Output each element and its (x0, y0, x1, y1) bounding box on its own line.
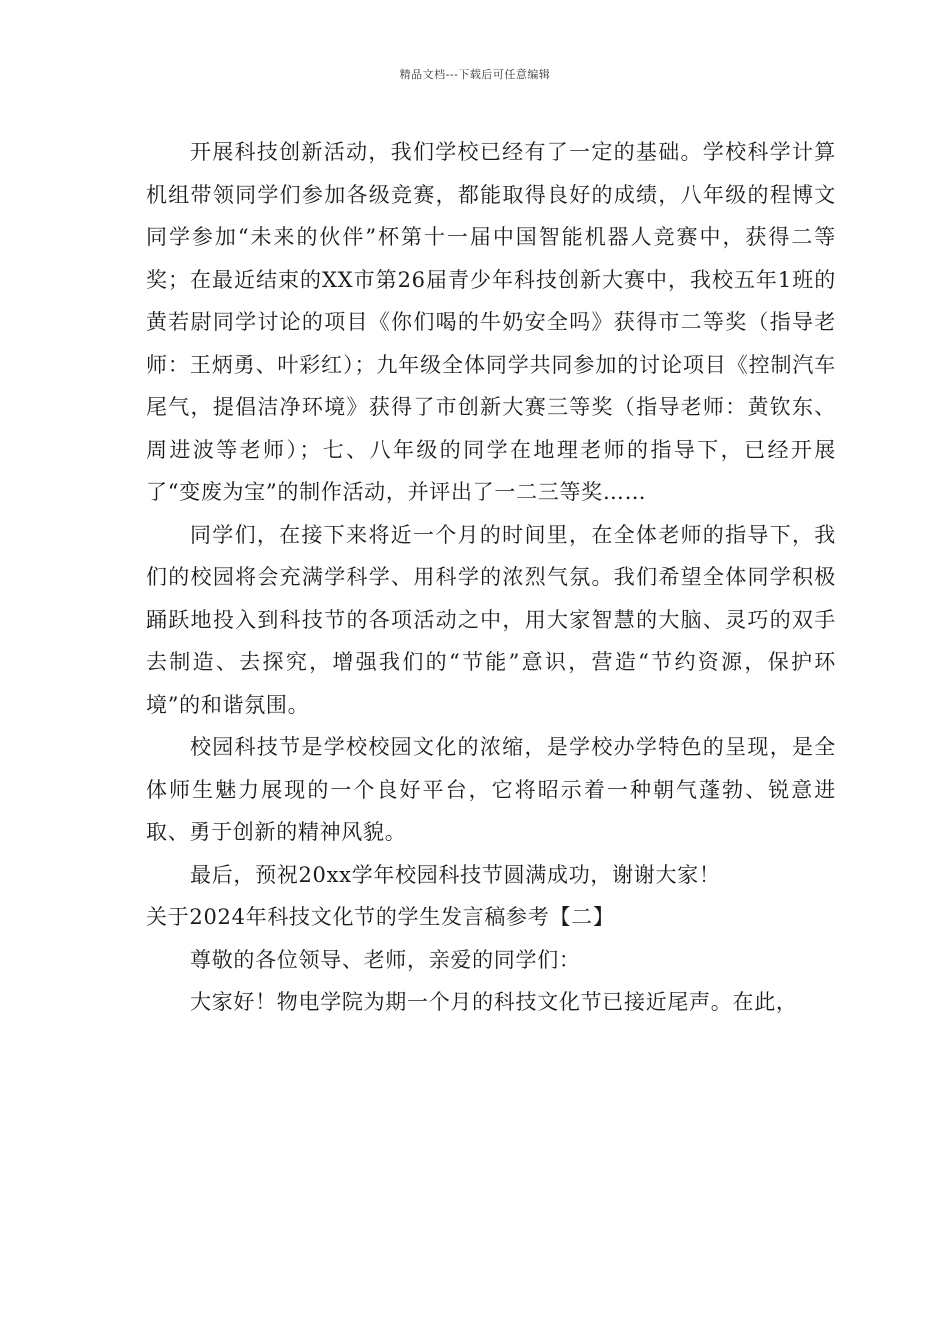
paragraph-call-to-action: 同学们，在接下来将近一个月的时间里，在全体老师的指导下，我们的校园将会充满学科学、用科学的浓烈气氛。我们希望全体同学积极踊跃地投入到科技节的各项活动之中，用大家智慧的大脑、灵巧的双手去制造、去探究，增强我们的“节能”意识，营造“节约资源，保护环境”的和谐氛围。 (146, 522, 836, 717)
paragraph-achievements: 开展科技创新活动，我们学校已经有了一定的基础。学校科学计算机组带领同学们参加各级竞赛，都能取得良好的成绩，八年级的程博文同学参加“未来的伙伴”杯第十一届中国智能机器人竞赛中，获得二等奖；在最近结束的XX市第26届青少年科技创新大赛中，我校五年1班的黄若尉同学讨论的项目《你们喝的牛奶安全吗》获得市二等奖（指导老师：王炳勇、叶彩红）；九年级全体同学共同参加的讨论项目《控制汽车尾气，提倡洁净环境》获得了市创新大赛三等奖（指导老师：黄钦东、周进波等老师）；七、八年级的同学在地理老师的指导下，已经开展了“变废为宝”的制作活动，并评出了一二三等奖…… (146, 140, 836, 504)
paragraph-festival-significance: 校园科技节是学校校园文化的浓缩，是学校办学特色的呈现，是全体师生魅力展现的一个良好平台，它将昭示着一种朝气蓬勃、锐意进取、勇于创新的精神风貌。 (146, 735, 836, 844)
section-heading: 关于2024年科技文化节的学生发言稿参考【二】 (146, 905, 615, 929)
paragraph-closing-wishes: 最后，预祝20xx学年校园科技节圆满成功，谢谢大家！ (190, 862, 721, 887)
header-note: 精品文档---下载后可任意编辑 (399, 68, 551, 81)
paragraph-salutation: 尊敬的各位领导、老师，亲爱的同学们： (190, 947, 581, 972)
paragraph-greeting: 大家好！物电学院为期一个月的科技文化节已接近尾声。在此， (190, 990, 798, 1014)
document-body (146, 131, 836, 1024)
